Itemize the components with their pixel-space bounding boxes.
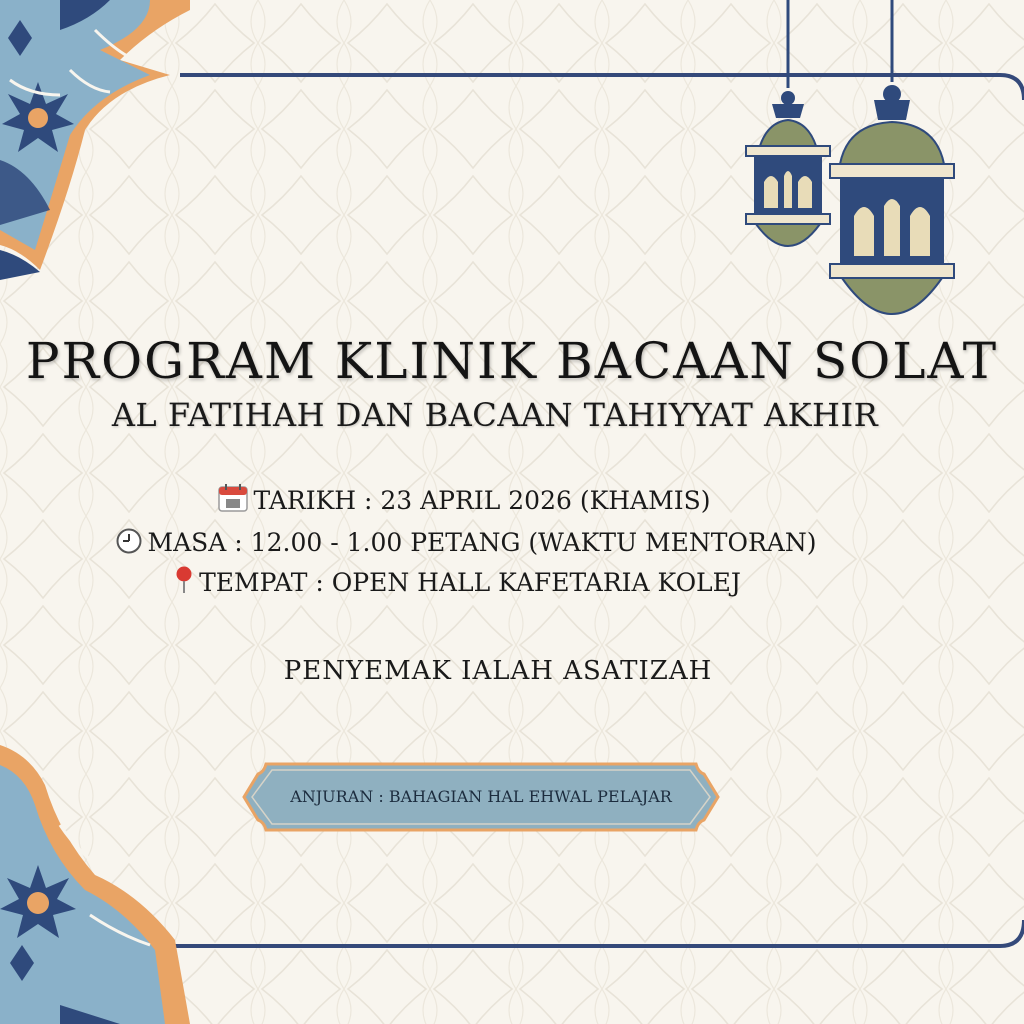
page-title: PROGRAM KLINIK BACAAN SOLAT — [25, 332, 999, 390]
time-text: MASA : 12.00 - 1.00 PETANG (WAKTU MENTORAN) — [147, 528, 817, 557]
place-text: TEMPAT : OPEN HALL KAFETARIA KOLEJ — [199, 568, 741, 597]
page-subtitle: AL FATIHAH DAN BACAAN TAHIYYAT AKHIR — [111, 396, 879, 434]
date-text: TARIKH : 23 APRIL 2026 (KHAMIS) — [253, 486, 711, 515]
date-line — [0, 484, 976, 515]
organizer-text: ANJURAN : BAHAGIAN HAL EHWAL PELAJAR — [290, 787, 672, 806]
clock-icon — [116, 528, 142, 554]
large-lantern-icon — [826, 0, 958, 330]
top-corner-ornament — [0, 0, 190, 280]
small-lantern-icon — [738, 0, 838, 262]
bottom-corner-ornament — [0, 745, 190, 1024]
place-line — [0, 566, 970, 597]
time-line — [0, 528, 978, 557]
pin-icon — [175, 566, 193, 594]
examiner-note: PENYEMAK IALAH ASATIZAH — [283, 656, 713, 686]
calendar-icon — [218, 484, 248, 512]
